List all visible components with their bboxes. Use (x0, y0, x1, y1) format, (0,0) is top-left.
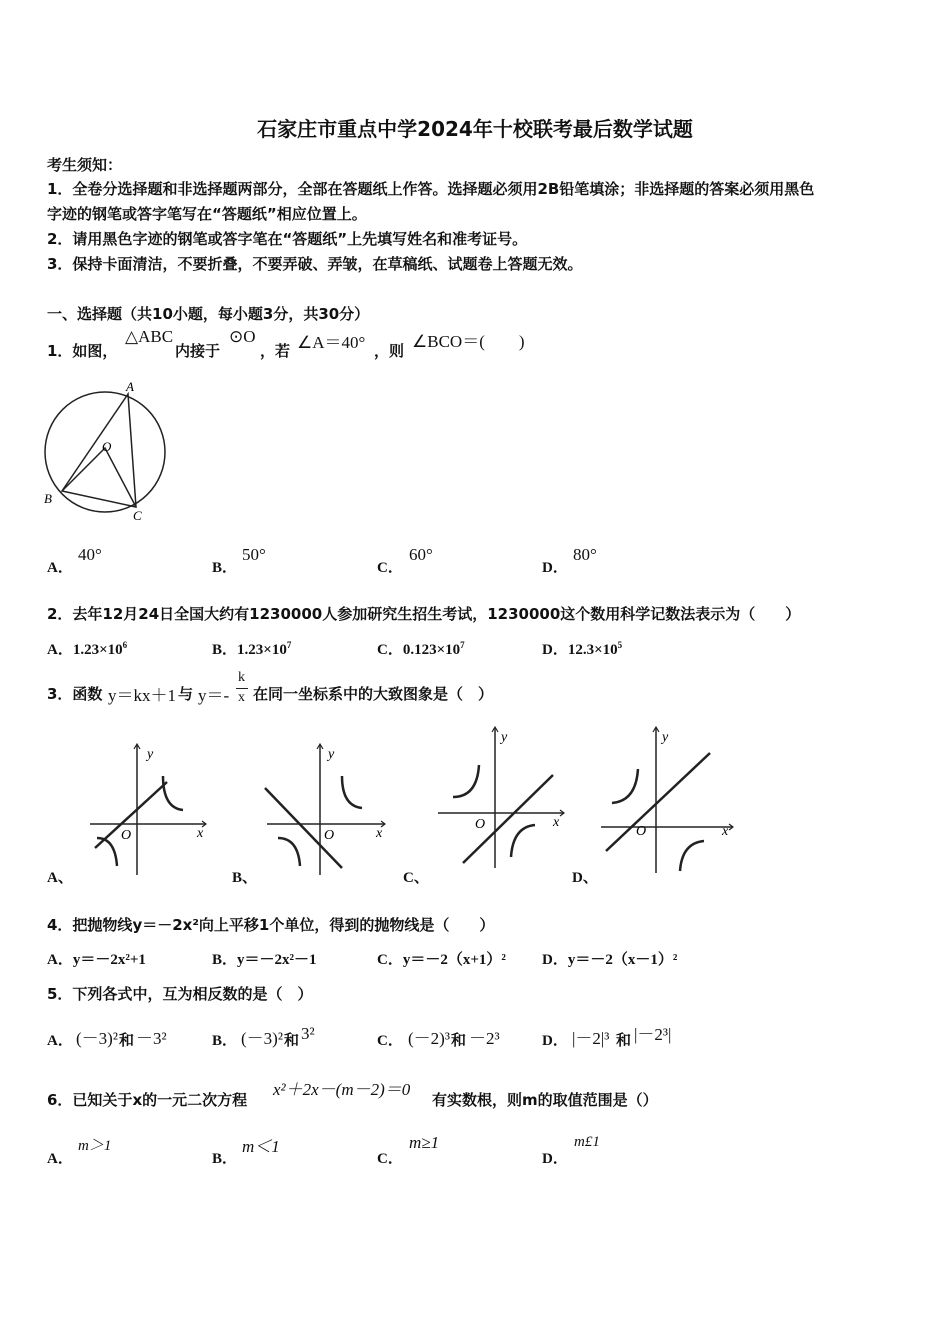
q5-option-a-right: －3² (136, 1029, 167, 1048)
q6-number: 6．已知关于x的一元二次方程 (47, 1091, 248, 1109)
q1-option-a-label[interactable]: A． (47, 560, 73, 576)
q2-option-d-base: 12.3×10 (567, 642, 618, 658)
hyperbola-branch-2 (278, 838, 300, 866)
q5-option-a-and: 和 (119, 1031, 135, 1049)
q4-option-d-label: D． (542, 952, 568, 968)
q4-option-a[interactable] (47, 948, 146, 969)
q2-option-d-label: D． (542, 642, 568, 658)
q5-option-d-and: 和 (616, 1031, 632, 1049)
q1-angle-a: ∠A＝40° (297, 333, 366, 352)
q3-function-2-numerator: k (238, 670, 245, 685)
q4-option-c[interactable] (377, 948, 506, 969)
notice-line-3: 3．保持卡面清洁，不要折叠，不要弄破、弄皱，在草稿纸、试题卷上答题无效。 (47, 255, 583, 273)
origin-label: O (475, 817, 486, 832)
section-heading: 一、选择题（共10小题，每小题3分，共30分） (47, 305, 370, 323)
q6-option-a-label[interactable]: A． (47, 1151, 73, 1167)
q1-option-b-value: 50° (242, 545, 266, 564)
q3-graph-d (598, 725, 738, 875)
q3-function-1: y＝kx＋1 (108, 686, 176, 705)
page-title: 石家庄市重点中学2024年十校联考最后数学试题 (257, 117, 693, 141)
q1-text-inscribed: 内接于 (175, 342, 221, 360)
x-label: x (197, 826, 204, 841)
q3-fraction-bar (236, 688, 248, 689)
q2-option-b-base: 1.23×10 (237, 642, 287, 658)
q6-option-a-value: m＞1 (78, 1138, 112, 1154)
origin-label: O (324, 828, 335, 843)
q6-option-c-label[interactable]: C． (377, 1151, 403, 1167)
q4-text: 4．把抛物线y＝－2x²向上平移1个单位，得到的抛物线是（ ） (47, 916, 495, 934)
notice-line-1b: 字迹的钢笔或答字笔写在“答题纸”相应位置上。 (47, 205, 367, 223)
hyperbola-branch-1 (342, 776, 362, 808)
q1-text-if: ，若 (260, 342, 291, 360)
q5-option-b-and: 和 (284, 1031, 300, 1049)
q5-option-d-right: |－2³| (634, 1025, 672, 1044)
q5-option-d-left: |－2|³ (572, 1029, 610, 1048)
q6-option-d-value: m£1 (574, 1134, 600, 1150)
q5-option-d-label[interactable]: D． (542, 1033, 568, 1049)
q1-angle-bco: ∠BCO＝( ) (412, 332, 525, 351)
q3-text-rest: 在同一坐标系中的大致图象是（ ） (253, 685, 494, 703)
label-o: O (102, 439, 112, 454)
q4-option-d[interactable] (542, 948, 677, 969)
q2-text: 2．去年12月24日全国大约有1230000人参加研究生招生考试，1230000这个数用科学记数法表示为（ ） (47, 605, 801, 623)
label-b: B (44, 491, 52, 506)
q5-option-c-left: (－2)³ (408, 1029, 450, 1048)
q2-option-c-base: 0.123×10 (402, 642, 461, 658)
q1-option-c-value: 60° (409, 545, 433, 564)
q3-number: 3．函数 (47, 685, 103, 703)
q4-option-a-label: A． (47, 952, 73, 968)
q1-option-c-label[interactable]: C． (377, 560, 403, 576)
q1-option-a-value: 40° (78, 545, 102, 564)
q5-option-c-right: －2³ (469, 1029, 500, 1048)
q2-option-b[interactable] (212, 638, 291, 659)
q2-option-c-label: C． (377, 642, 403, 658)
hyperbola-branch-1 (163, 776, 183, 810)
q3-option-c[interactable]: C、 (403, 870, 429, 886)
hyperbola-branch-1 (453, 765, 479, 797)
q1-option-b-label[interactable]: B． (212, 560, 238, 576)
q2-option-b-label: B． (212, 642, 238, 658)
q6-option-d-label[interactable]: D． (542, 1151, 568, 1167)
notice-line-1a: 1．全卷分选择题和非选择题两部分，全部在答题纸上作答。选择题必须用2B铅笔填涂；非选择题的答案必须用黑色 (47, 180, 815, 198)
origin-label: O (636, 824, 647, 839)
y-label: y (147, 747, 154, 762)
x-label: x (376, 826, 383, 841)
q2-option-c-exp: 7 (460, 640, 465, 650)
q2-option-a[interactable] (47, 638, 127, 659)
q1-number: 1．如图， (47, 342, 118, 360)
q5-option-b-label[interactable]: B． (212, 1033, 238, 1049)
y-label: y (501, 730, 508, 745)
q3-option-b[interactable]: B、 (232, 870, 258, 886)
notice-heading: 考生须知： (47, 156, 123, 174)
q5-option-c-label[interactable]: C． (377, 1033, 403, 1049)
origin-label: O (121, 828, 132, 843)
hyperbola-branch-2 (680, 841, 704, 871)
q4-option-b-value: y＝－2x²－1 (237, 952, 317, 968)
x-label: x (553, 815, 560, 830)
q1-text-then: ，则 (374, 342, 405, 360)
q3-graph-c (435, 725, 570, 870)
q6-equation: x²＋2x－(m－2)＝0 (273, 1080, 411, 1099)
q1-option-d-value: 80° (573, 545, 597, 564)
q3-option-d[interactable]: D、 (572, 870, 598, 886)
q2-option-a-base: 1.23×10 (72, 642, 123, 658)
q2-option-b-exp: 7 (286, 640, 292, 650)
hyperbola-branch-2 (511, 825, 535, 857)
q1-circle: ⊙O (229, 327, 256, 346)
q5-option-b-right: 3² (301, 1024, 315, 1043)
q5-text: 5．下列各式中，互为相反数的是（ ） (47, 985, 313, 1003)
triangle-abc-shape (62, 394, 136, 507)
q4-option-c-value: y＝－2（x+1）² (402, 952, 506, 968)
q2-option-a-label: A． (47, 642, 73, 658)
q2-option-c[interactable] (377, 638, 465, 659)
q1-circle-figure (40, 378, 170, 523)
q5-option-a-left: (－3)² (76, 1029, 118, 1048)
q5-option-b-left: (－3)² (241, 1029, 283, 1048)
q3-graph-a (85, 740, 215, 880)
x-label: x (722, 824, 729, 839)
q1-option-d-label[interactable]: D． (542, 560, 568, 576)
q3-text-and: 与 (178, 685, 194, 703)
q3-graph-b (262, 740, 392, 880)
q3-option-a[interactable]: A、 (47, 870, 73, 886)
q2-option-d[interactable] (542, 638, 622, 659)
radii-ob-oc-shape (62, 448, 136, 507)
q5-option-a-label[interactable]: A． (47, 1033, 73, 1049)
y-label: y (328, 747, 335, 762)
q2-option-d-exp: 5 (617, 640, 623, 650)
q4-option-b-label: B． (212, 952, 238, 968)
q4-option-c-label: C． (377, 952, 403, 968)
y-label: y (662, 730, 669, 745)
q6-option-b-value: m＜1 (242, 1137, 280, 1156)
q2-option-a-exp: 6 (122, 640, 128, 650)
q6-option-b-label[interactable]: B． (212, 1151, 238, 1167)
label-a: A (126, 379, 134, 394)
q6-option-c-value: m≥1 (409, 1133, 440, 1152)
label-c: C (133, 508, 142, 523)
q3-function-2-denominator: x (238, 690, 245, 705)
q1-triangle: △ABC (125, 327, 174, 346)
q4-option-b[interactable] (212, 948, 317, 969)
q4-option-d-value: y＝－2（x－1）² (567, 952, 678, 968)
notice-line-2: 2．请用黑色字迹的钢笔或答字笔在“答题纸”上先填写姓名和准考证号。 (47, 230, 528, 248)
q4-option-a-value: y＝－2x²+1 (72, 952, 146, 968)
q5-option-c-and: 和 (451, 1031, 467, 1049)
q6-text-rest: 有实数根，则m的取值范围是（） (432, 1091, 658, 1109)
q3-function-2-prefix: y＝- (198, 686, 230, 705)
hyperbola-branch-1 (612, 769, 638, 803)
